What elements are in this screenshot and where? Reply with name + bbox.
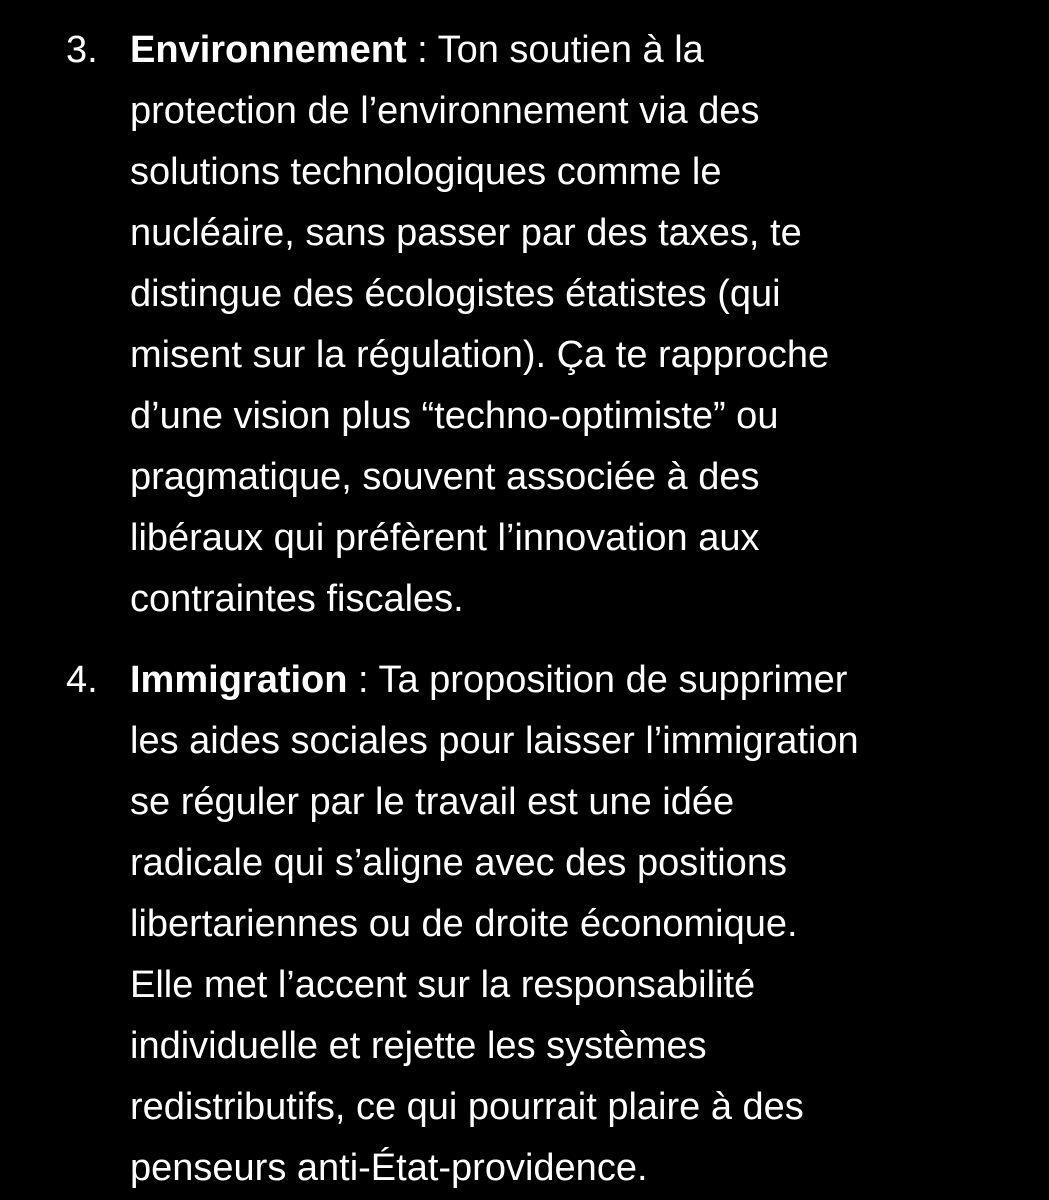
term-separator: : — [406, 29, 438, 71]
list-item-line: contraintes fiscales. — [130, 578, 464, 620]
list-item-line: pragmatique, souvent associée à des — [130, 456, 760, 498]
list-item-line: distingue des écologistes étatistes (qui — [130, 273, 781, 315]
list-item-line: Elle met l’accent sur la responsabilité — [130, 964, 756, 1006]
list-item-term: Environnement — [130, 29, 407, 71]
list-item-line: d’une vision plus “techno-optimiste” ou — [130, 395, 779, 437]
message-content — [0, 20, 1049, 1199]
list-item-line: solutions technologiques comme le — [130, 151, 722, 193]
list-item-term: Immigration — [130, 659, 348, 701]
list-item-line: individuelle et rejette les systèmes — [130, 1025, 707, 1067]
list-item-environnement — [0, 20, 1049, 630]
list-number: 4. — [66, 659, 98, 701]
list-item-line: libéraux qui préfèrent l’innovation aux — [130, 517, 760, 559]
list-number: 3. — [66, 29, 98, 71]
list-item-first-line-text: Ta proposition de supprimer — [378, 659, 848, 701]
list-item-first-line-text: Ton soutien à la — [437, 29, 704, 71]
list-item-line: protection de l’environnement via des — [130, 90, 760, 132]
list-item-first-line — [130, 650, 1049, 711]
list-item-line: se réguler par le travail est une idée — [130, 781, 735, 823]
list-item-line: penseurs anti-État-providence. — [130, 1147, 648, 1189]
list-item-line: redistributifs, ce qui pourrait plaire à des — [130, 1086, 804, 1128]
list-item-immigration — [0, 650, 1049, 1199]
term-separator: : — [347, 659, 379, 701]
list-item-first-line — [130, 20, 1049, 81]
list-item-line: nucléaire, sans passer par des taxes, te — [130, 212, 802, 254]
list-item-line: les aides sociales pour laisser l’immigration — [130, 720, 859, 762]
list-item-line: radicale qui s’aligne avec des positions — [130, 842, 787, 884]
list-item-line: libertariennes ou de droite économique. — [130, 903, 798, 945]
list-item-line: misent sur la régulation). Ça te rapproche — [130, 334, 830, 376]
